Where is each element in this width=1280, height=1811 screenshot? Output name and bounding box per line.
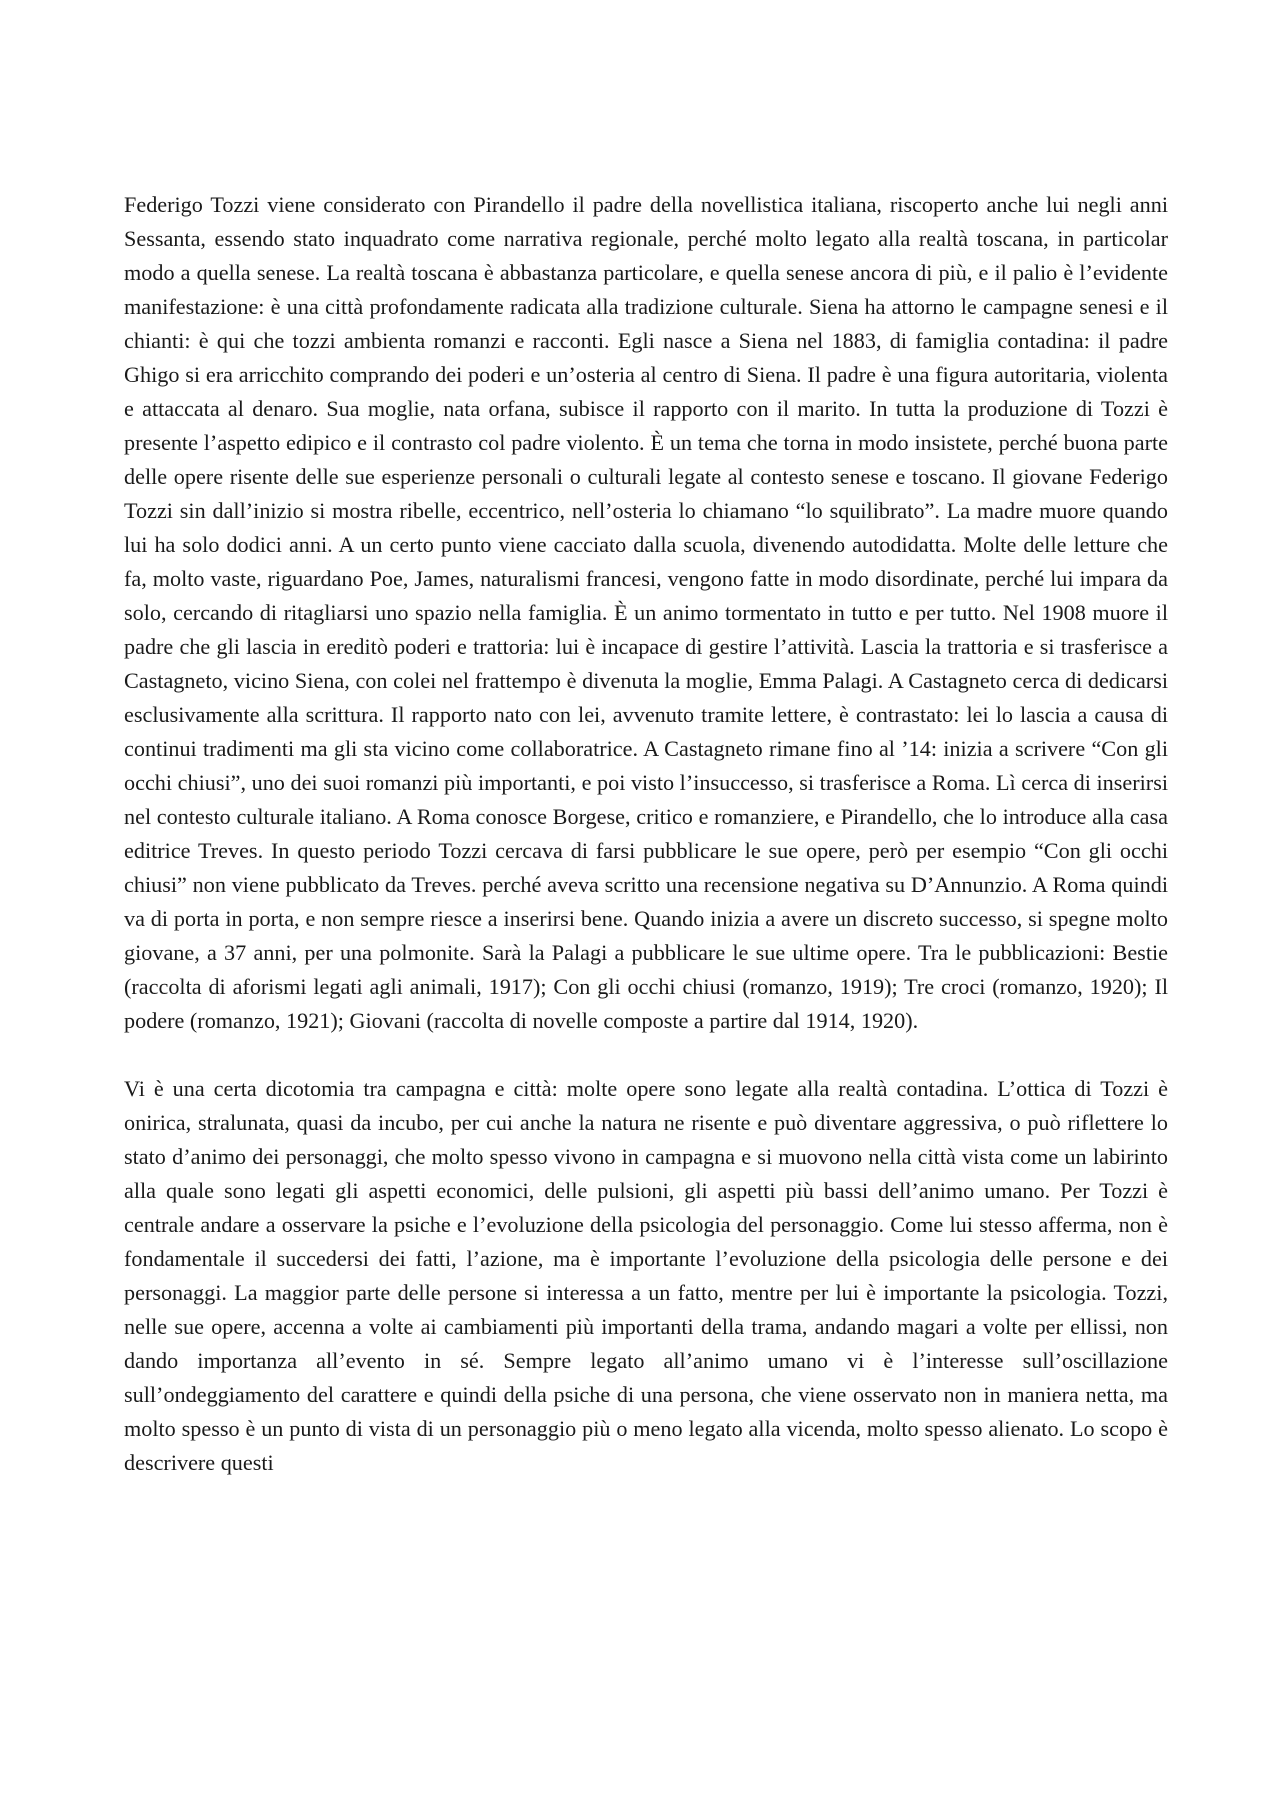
paragraph-themes: Vi è una certa dicotomia tra campagna e città: molte opere sono legate alla realtà contadina. L’ottica di Tozzi è onirica, stralunata, quasi da incubo, per cui anche la natura ne risente e può diventare aggressiva, o può riflettere lo stato d’animo dei personaggi, che molto spesso vivono in campagna e si muovono nella città vista come un labirinto alla quale sono legati gli aspetti economici, delle pulsioni, gli aspetti più bassi dell’animo umano. Per Tozzi è centrale andare a osservare la psiche e l’evoluzione della psicologia del personaggio. Come lui stesso afferma, non è fondamentale il succedersi dei fatti, l’azione, ma è importante l’evoluzione della psicologia delle persone e dei personaggi. La maggior parte delle persone si interessa a un fatto, mentre per lui è importante la psicologia. Tozzi, nelle sue opere, accenna a volte ai cambiamenti più importanti della trama, andando magari a volte per ellissi, non dando importanza all’evento in sé. Sempre legato all’animo umano vi è l’interesse sull’oscillazione sull’ondeggiamento del carattere e quindi della psiche di una persona, che viene osservato non in maniera netta, ma molto spesso è un punto di vista di un personaggio più o meno legato alla vicenda, molto spesso alienato. Lo scopo è descrivere questi: [124, 1076, 1168, 1475]
document-page: [124, 188, 1168, 1480]
paragraph-biography: Federigo Tozzi viene considerato con Pirandello il padre della novellistica italiana, riscoperto anche lui negli anni Sessanta, essendo stato inquadrato come narrativa regionale, perché molto legato alla realtà toscana, in particolar modo a quella senese. La realtà toscana è abbastanza particolare, e quella senese ancora di più, e il palio è l’evidente manifestazione: è una città profondamente radicata alla tradizione culturale. Siena ha attorno le campagne senesi e il chianti: è qui che tozzi ambienta romanzi e racconti. Egli nasce a Siena nel 1883, di famiglia contadina: il padre Ghigo si era arricchito comprando dei poderi e un’osteria al centro di Siena. Il padre è una figura autoritaria, violenta e attaccata al denaro. Sua moglie, nata orfana, subisce il rapporto con il marito. In tutta la produzione di Tozzi è presente l’aspetto edipico e il contrasto col padre violento. È un tema che torna in modo insistete, perché buona parte delle opere risente delle sue esperienze personali o culturali legate al contesto senese e toscano. Il giovane Federigo Tozzi sin dall’inizio si mostra ribelle, eccentrico, nell’osteria lo chiamano “lo squilibrato”. La madre muore quando lui ha solo dodici anni. A un certo punto viene cacciato dalla scuola, divenendo autodidatta. Molte delle letture che fa, molto vaste, riguardano Poe, James, naturalismi francesi, vengono fatte in modo disordinate, perché lui impara da solo, cercando di ritagliarsi uno spazio nella famiglia. È un animo tormentato in tutto e per tutto. Nel 1908 muore il padre che gli lascia in ereditò poderi e trattoria: lui è incapace di gestire l’attività. Lascia la trattoria e si trasferisce a Castagneto, vicino Siena, con colei nel frattempo è divenuta la moglie, Emma Palagi. A Castagneto cerca di dedicarsi esclusivamente alla scrittura. Il rapporto nato con lei, avvenuto tramite lettere, è contrastato: lei lo lascia a causa di continui tradimenti ma gli sta vicino come collaboratrice. A Castagneto rimane fino al ’14: inizia a scrivere “Con gli occhi chiusi”, uno dei suoi romanzi più importanti, e poi visto l’insuccesso, si trasferisce a Roma. Lì cerca di inserirsi nel contesto culturale italiano. A Roma conosce Borgese, critico e romanziere, e Pirandello, che lo introduce alla casa editrice Treves. In questo periodo Tozzi cercava di farsi pubblicare le sue opere, però per esempio “Con gli occhi chiusi” non viene pubblicato da Treves. perché aveva scritto una recensione negativa su D’Annunzio. A Roma quindi va di porta in porta, e non sempre riesce a inserirsi bene. Quando inizia a avere un discreto successo, si spegne molto giovane, a 37 anni, per una polmonite. Sarà la Palagi a pubblicare le sue ultime opere. Tra le pubblicazioni: Bestie (raccolta di aforismi legati agli animali, 1917); Con gli occhi chiusi (romanzo, 1919); Tre croci (romanzo, 1920); Il podere (romanzo, 1921); Giovani (raccolta di novelle composte a partire dal 1914, 1920).: [124, 192, 1168, 1033]
